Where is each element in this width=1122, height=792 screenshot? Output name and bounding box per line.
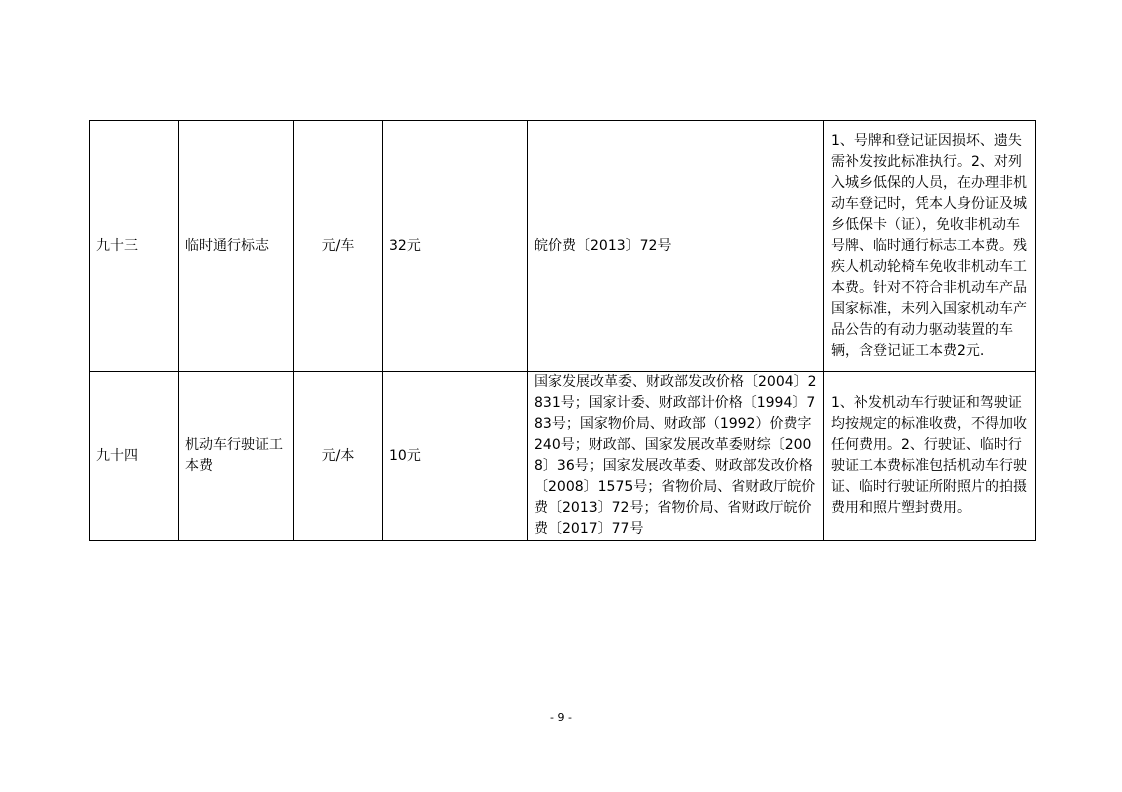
item-unit: 元/车 xyxy=(294,121,383,372)
item-unit: 元/本 xyxy=(294,372,383,541)
table-row xyxy=(90,372,1036,541)
item-number: 九十三 xyxy=(90,121,179,372)
item-name: 临时通行标志 xyxy=(179,121,294,372)
item-remark: 1、号牌和登记证因损坏、遗失需补发按此标准执行。2、对列入城乡低保的人员，在办理非机动车登记时，凭本人身份证及城乡低保卡（证），免收非机动车号牌、临时通行标志工本费。残疾人机动轮椅车免收非机动车工本费。针对不符合非机动车产品国家标准，未列入国家机动车产品公告的有动力驱动装置的车辆，含登记证工本费2元. xyxy=(824,121,1036,372)
item-basis: 国家发展改革委、财政部发改价格〔2004〕2831号；国家计委、财政部计价格〔1994〕783号；国家物价局、财政部（1992）价费字240号；财政部、国家发展改革委财综〔2008〕36号；国家发展改革委、财政部发改价格〔2008〕1575号；省物价局、省财政厅皖价费〔2013〕72号；省物价局、省财政厅皖价费〔2017〕77号 xyxy=(528,372,824,541)
item-basis: 皖价费〔2013〕72号 xyxy=(528,121,824,372)
fee-table xyxy=(89,120,1036,541)
item-price: 32元 xyxy=(383,121,528,372)
item-price: 10元 xyxy=(383,372,528,541)
page-number: - 9 - xyxy=(550,711,572,724)
table-row xyxy=(90,121,1036,372)
item-remark: 1、补发机动车行驶证和驾驶证均按规定的标准收费，不得加收任何费用。2、行驶证、临时行驶证工本费标准包括机动车行驶证、临时行驶证所附照片的拍摄费用和照片塑封费用。 xyxy=(824,372,1036,541)
item-name: 机动车行驶证工本费 xyxy=(179,372,294,541)
item-number: 九十四 xyxy=(90,372,179,541)
